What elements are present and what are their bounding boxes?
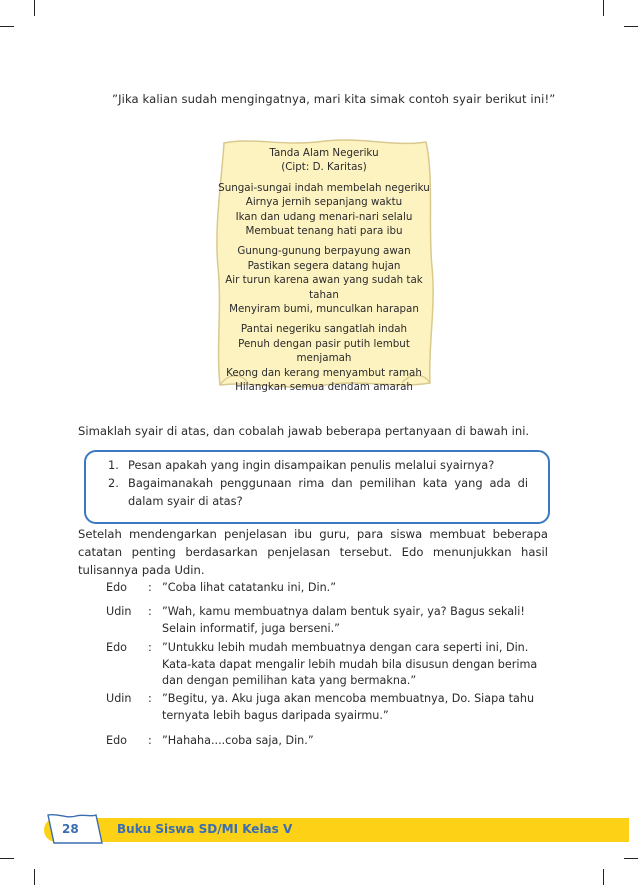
poem-line: tahan (309, 288, 339, 301)
speaker-colon: : (148, 692, 152, 705)
intro-text: ”Jika kalian sudah mengingatnya, mari kita simak contoh syair berikut ini!” (112, 92, 556, 106)
narrative-paragraph: Setelah mendengarkan penjelasan ibu guru, para siswa membuat beberapa catatan penting berdasarkan penjelasan tersebut. Edo menunjukkan hasil tulisannya pada Udin. (78, 527, 548, 577)
poem-line: Pantai negeriku sangatlah indah (240, 323, 408, 336)
dialogue-entry (106, 604, 562, 637)
speaker-name: Udin (106, 692, 132, 705)
page-number: 28 (62, 822, 79, 836)
speaker-colon: : (148, 605, 152, 618)
dialogue-entry (106, 691, 562, 724)
poem-line: Membuat tenang hati para ibu (245, 225, 403, 238)
question-text: Bagaimanakah penggunaan rima dan pemilihan kata yang ada di dalam syair di atas? (128, 476, 528, 508)
dialogue-entry (106, 580, 562, 597)
dialogue-line: ”Wah, kamu membuatnya dalam bentuk syair, ya? Bagus sekali! (162, 605, 525, 618)
question-text: Pesan apakah yang ingin disampaikan penulis melalui syairnya? (128, 458, 495, 472)
crop-mark (0, 26, 14, 27)
dialogue-line: Kata-kata dapat mengalir lebih mudah bila disusun dengan berima (162, 657, 538, 671)
crop-mark (624, 26, 638, 27)
poem-stanza (218, 181, 430, 239)
dialogue-line: Selain informatif, juga berseni.” (162, 621, 340, 635)
speaker-name: Edo (106, 734, 128, 747)
speaker-name: Udin (106, 605, 132, 618)
dialogue-line: ternyata lebih bagus daripada syairmu.” (162, 708, 389, 722)
crop-mark (34, 869, 35, 885)
crop-mark (34, 0, 35, 16)
speaker-name: Edo (106, 581, 128, 594)
poem-stanza (218, 244, 430, 316)
speaker-name: Edo (106, 641, 128, 654)
dialogue-line: ”Coba lihat catatanku ini, Din.” (162, 581, 337, 594)
questions-list (108, 456, 528, 510)
crop-mark (624, 858, 638, 859)
crop-mark (0, 858, 14, 859)
poem-line: Menyiram bumi, munculkan harapan (229, 303, 419, 316)
question-number: 2. (108, 476, 119, 490)
poem-author: (Cipt: D. Karitas) (281, 161, 367, 174)
question-item (108, 474, 528, 510)
poem (218, 146, 430, 401)
dialogue-entry (106, 640, 562, 690)
dialogue-line: dan dengan pemilihan kata yang bermakna.” (162, 674, 417, 687)
dialogue-entry (106, 733, 562, 750)
poem-line: Air turun karena awan yang sudah tak (225, 274, 423, 287)
dialogue-line: ”Untukku lebih mudah membuatnya dengan cara seperti ini, Din. (162, 641, 529, 654)
dialogue-line: ”Begitu, ya. Aku juga akan mencoba membuatnya, Do. Siapa tahu (162, 692, 535, 705)
poem-line: Ikan dan udang menari-nari selalu (235, 210, 413, 223)
question-item (108, 456, 528, 474)
speaker-colon: : (148, 734, 152, 747)
poem-line: Airnya jernih sepanjang waktu (245, 196, 403, 209)
poem-line: Hilangkan semua dendam amarah (235, 381, 413, 394)
speaker-colon: : (148, 641, 152, 654)
poem-line: Gunung-gunung berpayung awan (237, 245, 411, 258)
book-title: Buku Siswa SD/MI Kelas V (117, 822, 293, 836)
instruction-text: Simaklah syair di atas, dan cobalah jawab beberapa pertanyaan di bawah ini. (78, 424, 530, 438)
poem-line: Keong dan kerang menyambut ramah (226, 366, 422, 379)
dialogue-line: ”Hahaha....coba saja, Din.” (162, 734, 314, 747)
poem-line: Penuh dengan pasir putih lembut (238, 337, 410, 350)
poem-line: menjamah (296, 352, 352, 365)
poem-title: Tanda Alam Negeriku (269, 147, 379, 159)
crop-mark (603, 0, 604, 16)
speaker-colon: : (148, 581, 152, 594)
poem-line: Sungai-sungai indah membelah negeriku (218, 181, 430, 194)
crop-mark (603, 869, 604, 885)
poem-line: Pastikan segera datang hujan (247, 259, 401, 272)
poem-stanza (218, 322, 430, 394)
question-number: 1. (108, 458, 119, 472)
